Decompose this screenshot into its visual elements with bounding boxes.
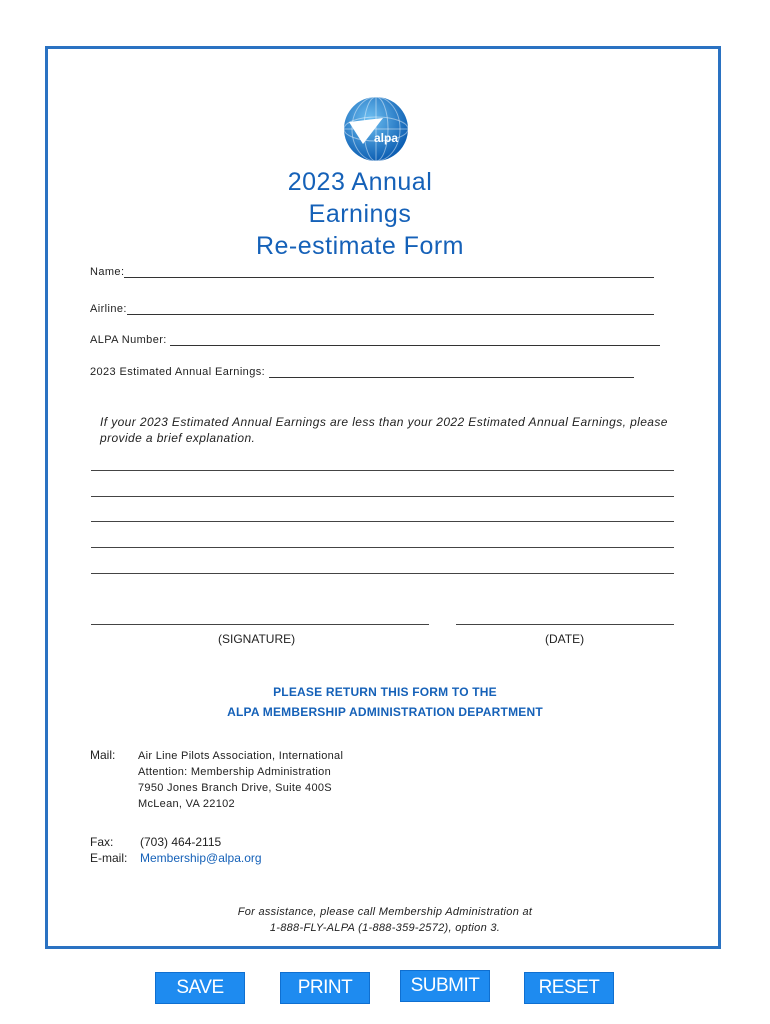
alpa-logo-globe-icon: [343, 96, 409, 162]
title-line-1: 2023 Annual: [287, 168, 433, 196]
logo-text: alpa: [374, 131, 399, 145]
fax-row: [90, 835, 222, 849]
title-line-2: Earnings: [308, 200, 412, 228]
airline-input-line[interactable]: [127, 304, 654, 315]
return-instructions: [170, 682, 600, 722]
reset-button[interactable]: RESET: [524, 972, 614, 1004]
address-line-2: Attention: Membership Administration: [138, 766, 331, 778]
address-line-1: Air Line Pilots Association, International: [138, 750, 344, 762]
date-label: (DATE): [545, 632, 585, 646]
explanation-line-5[interactable]: [91, 573, 674, 574]
assistance-line-1: For assistance, please call Membership Administration at: [237, 906, 533, 918]
email-link[interactable]: Membership@alpa.org: [140, 851, 262, 865]
return-line-2: ALPA MEMBERSHIP ADMINISTRATION DEPARTMENT: [227, 705, 543, 719]
assistance-note: [150, 904, 620, 936]
name-input-line[interactable]: [124, 267, 654, 278]
page-title: [185, 166, 535, 262]
airline-field[interactable]: [90, 303, 654, 315]
return-line-1: PLEASE RETURN THIS FORM TO THE: [273, 685, 497, 699]
alpa-number-input-line[interactable]: [170, 335, 660, 346]
name-label: Name:: [90, 266, 125, 278]
estimated-earnings-input-line[interactable]: [269, 367, 634, 378]
title-line-3: Re-estimate Form: [255, 232, 465, 260]
explanation-line-1[interactable]: [91, 470, 674, 471]
explanation-instruction: If your 2023 Estimated Annual Earnings are less than your 2022 Estimated Annual Earnings, please provide a brief explanation.: [100, 415, 668, 445]
print-button[interactable]: PRINT: [280, 972, 370, 1004]
assistance-line-2: 1-888-FLY-ALPA (1-888-359-2572), option 3.: [269, 922, 501, 934]
mail-label: Mail:: [90, 748, 116, 762]
signature-label: (SIGNATURE): [218, 632, 296, 646]
submit-button[interactable]: SUBMIT: [400, 970, 490, 1002]
save-button[interactable]: SAVE: [155, 972, 245, 1004]
email-label: E-mail:: [90, 851, 128, 865]
date-line[interactable]: [456, 624, 674, 625]
estimated-earnings-label: 2023 Estimated Annual Earnings:: [90, 366, 266, 378]
name-field[interactable]: [90, 266, 654, 278]
mailing-address: [138, 748, 343, 812]
fax-label: Fax:: [90, 835, 114, 849]
explanation-line-3[interactable]: [91, 521, 674, 522]
fax-number: (703) 464-2115: [140, 835, 222, 849]
address-line-3: 7950 Jones Branch Drive, Suite 400S: [138, 782, 332, 794]
email-row: [90, 851, 262, 865]
alpa-number-label: ALPA Number:: [90, 334, 167, 346]
explanation-line-4[interactable]: [91, 547, 674, 548]
address-line-4: McLean, VA 22102: [138, 798, 235, 810]
signature-line[interactable]: [91, 624, 429, 625]
airline-label: Airline:: [90, 303, 127, 315]
alpa-number-field[interactable]: [90, 334, 660, 346]
estimated-earnings-field[interactable]: [90, 366, 634, 378]
explanation-line-2[interactable]: [91, 496, 674, 497]
